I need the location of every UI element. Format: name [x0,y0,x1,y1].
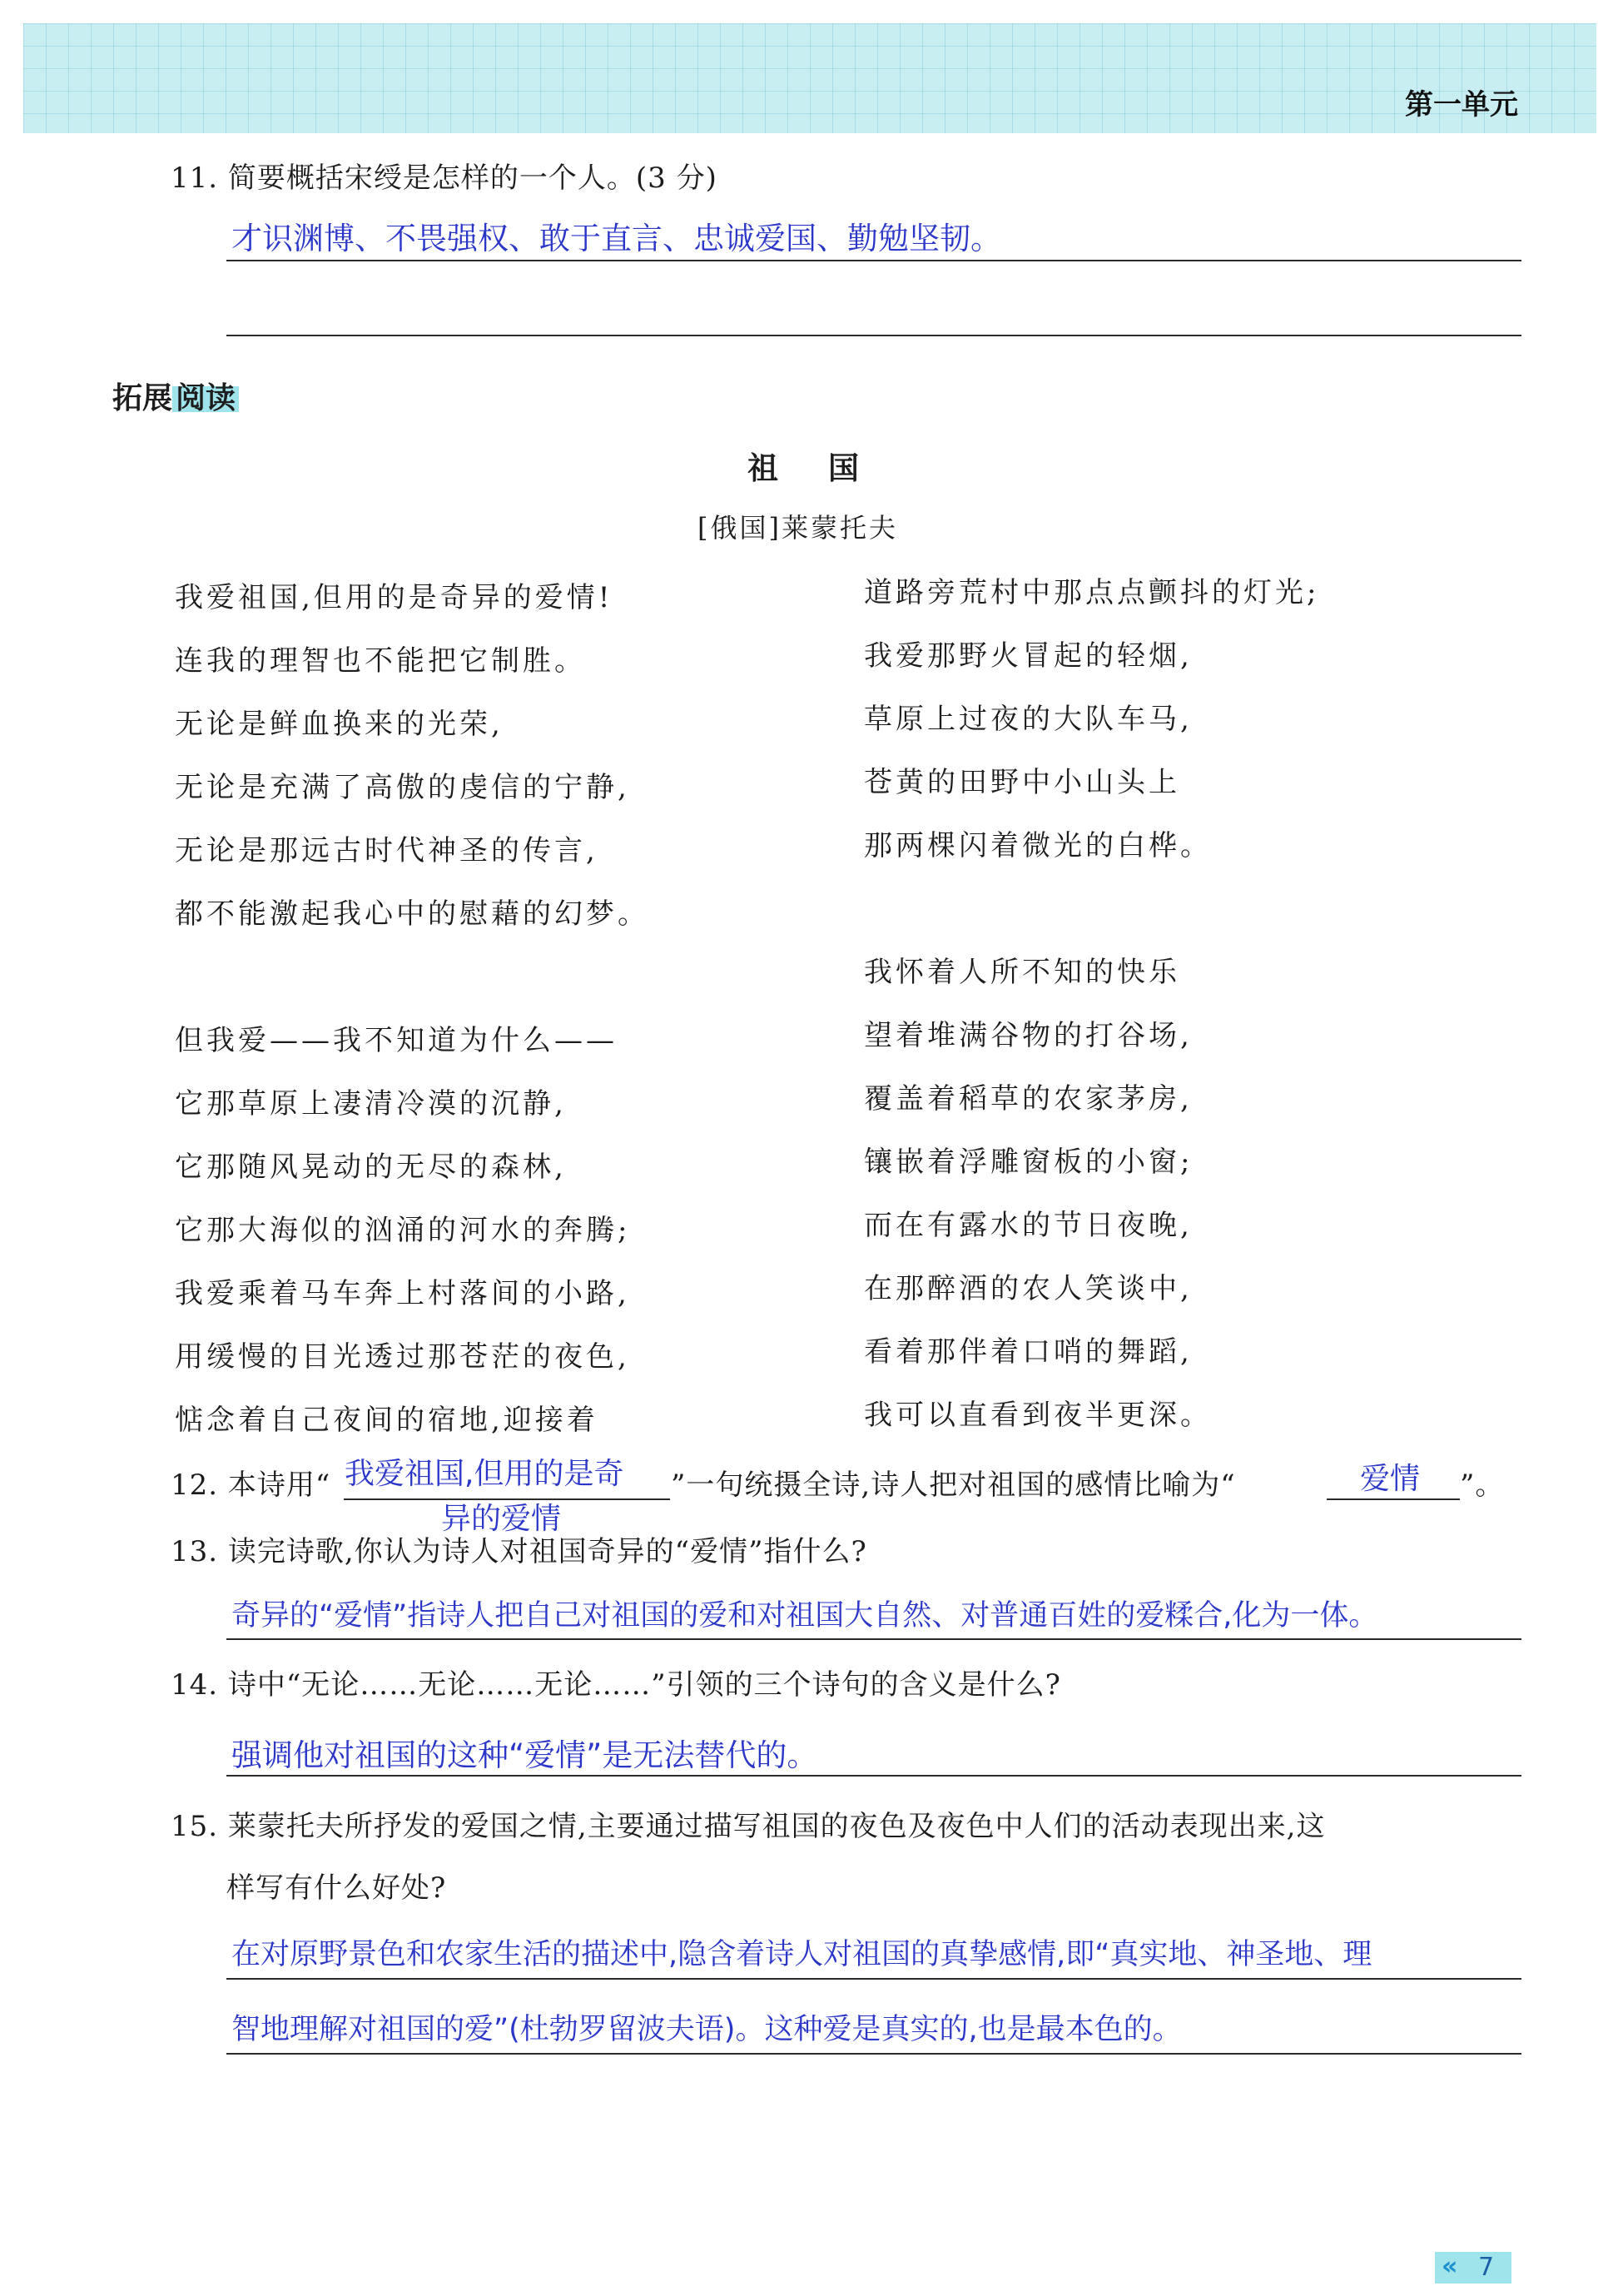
question-15-line1: 15. 莱蒙托夫所抒发的爱国之情,主要通过描写祖国的夜色及夜色中人们的活动表现出来,这 [171,1810,1326,1843]
answer-line [226,1775,1521,1777]
poem-left-line: 我爱祖国,但用的是奇异的爱情! [175,581,613,614]
poem-left-line: 惦念着自己夜间的宿地,迎接着 [175,1404,598,1437]
answer-11: 才识渊博、不畏强权、敢于直言、忠诚爱国、勤勉坚韧。 [231,221,1001,256]
poem-left-line: 用缓慢的目光透过那苍茫的夜色, [175,1340,630,1374]
poem-left-line: 无论是那远古时代神圣的传言, [175,834,598,867]
answer-line [226,2053,1521,2055]
question-12-middle: ”一句统摄全诗,诗人把对祖国的感情比喻为“ [671,1469,1236,1502]
question-12-suffix: ”。 [1460,1469,1505,1502]
poem-left-line: 它那草原上凄清冷漠的沉静, [175,1087,567,1121]
answer-13: 奇异的“爱情”指诗人把自己对祖国的爱和对祖国大自然、对普通百姓的爱糅合,化为一体。 [231,1599,1378,1633]
poem-left-line: 它那大海似的汹涌的河水的奔腾; [175,1214,631,1247]
poem-right-line: 在那醉酒的农人笑谈中, [864,1272,1193,1305]
question-12-prefix: 12. 本诗用“ [171,1469,331,1502]
poem-right-line: 我怀着人所不知的快乐 [864,956,1180,989]
answer-line [226,1978,1521,1980]
answer-14: 强调他对祖国的这种“爱情”是无法替代的。 [231,1737,818,1773]
poem-left-line: 但我爱——我不知道为什么—— [175,1024,618,1057]
poem-left-line: 连我的理智也不能把它制胜。 [175,644,586,678]
poem-left-line: 它那随风晃动的无尽的森林, [175,1150,567,1184]
answer-line [226,1638,1521,1640]
poem-right-line: 那两棵闪着微光的白桦。 [864,829,1212,862]
poem-left-line: 无论是鲜血换来的光荣, [175,708,504,741]
poem-left-line: 无论是充满了高傲的虔信的宁静, [175,771,630,804]
answer-line [226,260,1521,261]
answer-15-line1: 在对原野景色和农家生活的描述中,隐含着诗人对祖国的真挚感情,即“真实地、神圣地、理 [231,1938,1372,1971]
answer-15-line2: 智地理解对祖国的爱”(杜勃罗留波夫语)。这种爱是真实的,也是最本色的。 [231,2013,1182,2046]
unit-label: 第一单元 [1405,88,1518,122]
poem-right-line: 覆盖着稻草的农家茅房, [864,1082,1193,1116]
question-13: 13. 读完诗歌,你认为诗人对祖国奇异的“爱情”指什么? [171,1535,867,1568]
poem-title: 祖国 [747,450,909,486]
question-14: 14. 诗中“无论……无论……无论……”引领的三个诗句的含义是什么? [171,1668,1061,1702]
answer-12-line1: 我爱祖国,但用的是奇 [345,1457,624,1491]
question-11: 11. 简要概括宋绶是怎样的一个人。(3 分) [171,162,717,195]
poem-right-line: 镶嵌着浮雕窗板的小窗; [864,1146,1194,1179]
double-chevron-left-icon: « [1442,2252,1458,2281]
poem-right-line: 看着那伴着口哨的舞蹈, [864,1335,1193,1369]
section-heading-part1: 拓展 [112,381,173,415]
page-number-badge [1435,2252,1511,2284]
poem-right-line: 望着堆满谷物的打谷场, [864,1019,1193,1052]
section-heading-part2: 阅读 [172,381,239,415]
answer-12-line2: 异的爱情 [441,1502,562,1536]
poem-left-line: 我爱乘着马车奔上村落间的小路, [175,1277,630,1310]
poem-author: [俄国]莱蒙托夫 [697,512,898,544]
poem-right-line: 我可以直看到夜半更深。 [864,1399,1212,1432]
poem-right-line: 道路旁荒村中那点点颤抖的灯光; [864,576,1320,609]
question-15-line2: 样写有什么好处? [226,1871,447,1905]
poem-right-line: 我爱那野火冒起的轻烟, [864,639,1193,673]
poem-right-line: 苍黄的田野中小山头上 [864,766,1180,799]
section-heading [112,375,239,417]
header-band [23,23,1596,133]
poem-right-line: 而在有露水的节日夜晚, [864,1209,1193,1242]
poem-right-line: 草原上过夜的大队车马, [864,703,1193,736]
page-number: 7 [1478,2253,1495,2282]
answer-line [226,335,1521,336]
poem-left-line: 都不能激起我心中的慰藉的幻梦。 [175,897,649,931]
answer-12b: 爱情 [1360,1462,1421,1496]
